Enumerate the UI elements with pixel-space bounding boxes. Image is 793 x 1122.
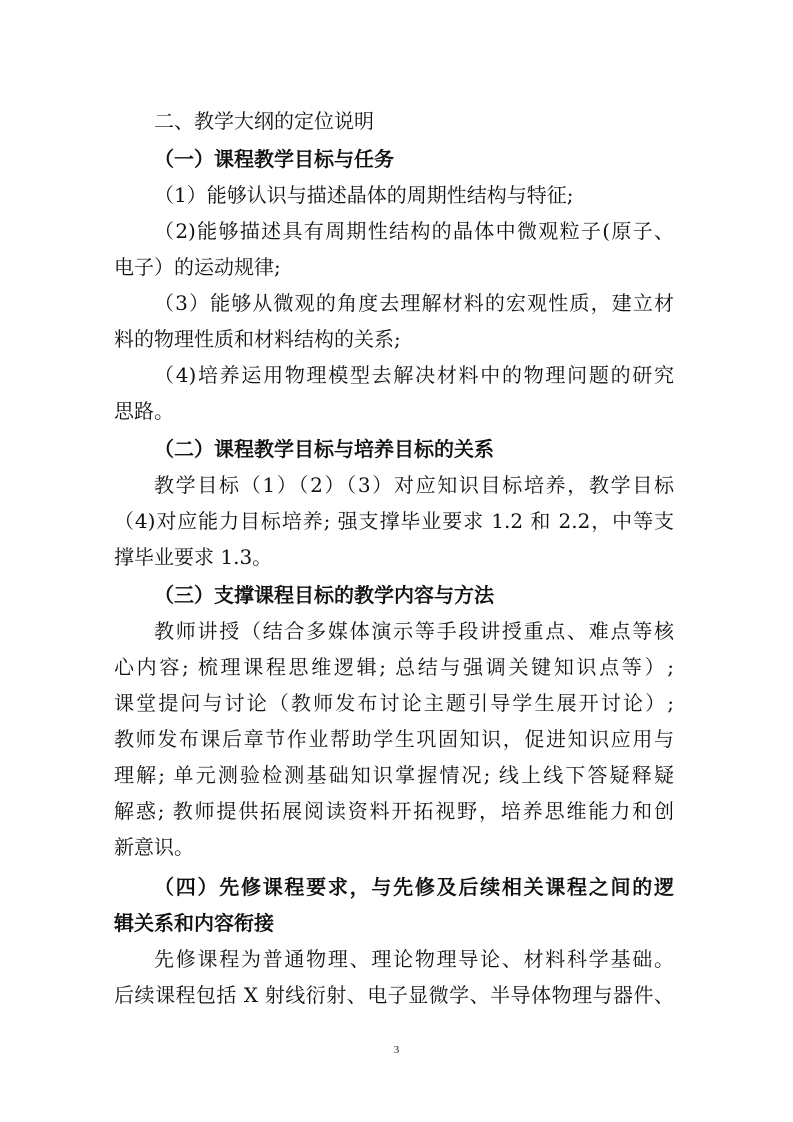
method-line-7: 新意识。	[114, 835, 194, 859]
relation-line-3: 撑毕业要求 1.3。	[114, 545, 273, 569]
section-title: 二、教学大纲的定位说明	[154, 109, 374, 133]
method-line-4: 教师发布课后章节作业帮助学生巩固知识，促进知识应用与	[114, 727, 674, 751]
relation-line-2: （4)对应能力目标培养; 强支撑毕业要求 1.2 和 2.2，中等支	[114, 509, 674, 533]
relation-line-1: 教学目标（1）（2）（3）对应知识目标培养，教学目标	[154, 473, 674, 497]
subsection-1-heading: （一）课程教学目标与任务	[154, 147, 394, 171]
objective-2-line-1: （2)能够描述具有周期性结构的晶体中微观粒子(原子、	[154, 219, 674, 243]
method-line-6: 解惑; 教师提供拓展阅读资料开拓视野，培养思维能力和创	[114, 799, 674, 823]
objective-3-line-1: （3）能够从微观的角度去理解材料的宏观性质，建立材	[154, 291, 674, 315]
objective-2-line-2: 电子）的运动规律;	[114, 255, 281, 279]
subsection-2-heading: （二）课程教学目标与培养目标的关系	[154, 437, 494, 461]
method-line-1: 教师讲授（结合多媒体演示等手段讲授重点、难点等核	[154, 619, 674, 643]
method-line-2: 心内容; 梳理课程思维逻辑; 总结与强调关键知识点等）;	[114, 655, 674, 679]
prereq-line-1: 先修课程为普通物理、理论物理导论、材料科学基础。	[154, 947, 674, 971]
objective-1: （1）能够认识与描述晶体的周期性结构与特征;	[154, 183, 574, 207]
subsection-3-heading: （三）支撑课程目标的教学内容与方法	[154, 583, 494, 607]
method-line-5: 理解; 单元测验检测基础知识掌握情况; 线上线下答疑释疑	[114, 763, 674, 787]
prereq-line-2: 后续课程包括 X 射线衍射、电子显微学、半导体物理与器件、	[114, 983, 674, 1007]
page-content	[114, 103, 674, 1013]
page-number: 3	[393, 1044, 400, 1056]
method-line-3: 课堂提问与讨论（教师发布讨论主题引导学生展开讨论）;	[114, 691, 674, 715]
subsection-4-heading-line-2: 辑关系和内容衔接	[114, 911, 274, 935]
subsection-4-heading-line-1: （四）先修课程要求，与先修及后续相关课程之间的逻	[154, 875, 674, 899]
objective-3-line-2: 料的物理性质和材料结构的关系;	[114, 327, 401, 351]
objective-4-line-1: （4)培养运用物理模型去解决材料中的物理问题的研究	[154, 363, 674, 387]
objective-4-line-2: 思路。	[114, 399, 174, 423]
